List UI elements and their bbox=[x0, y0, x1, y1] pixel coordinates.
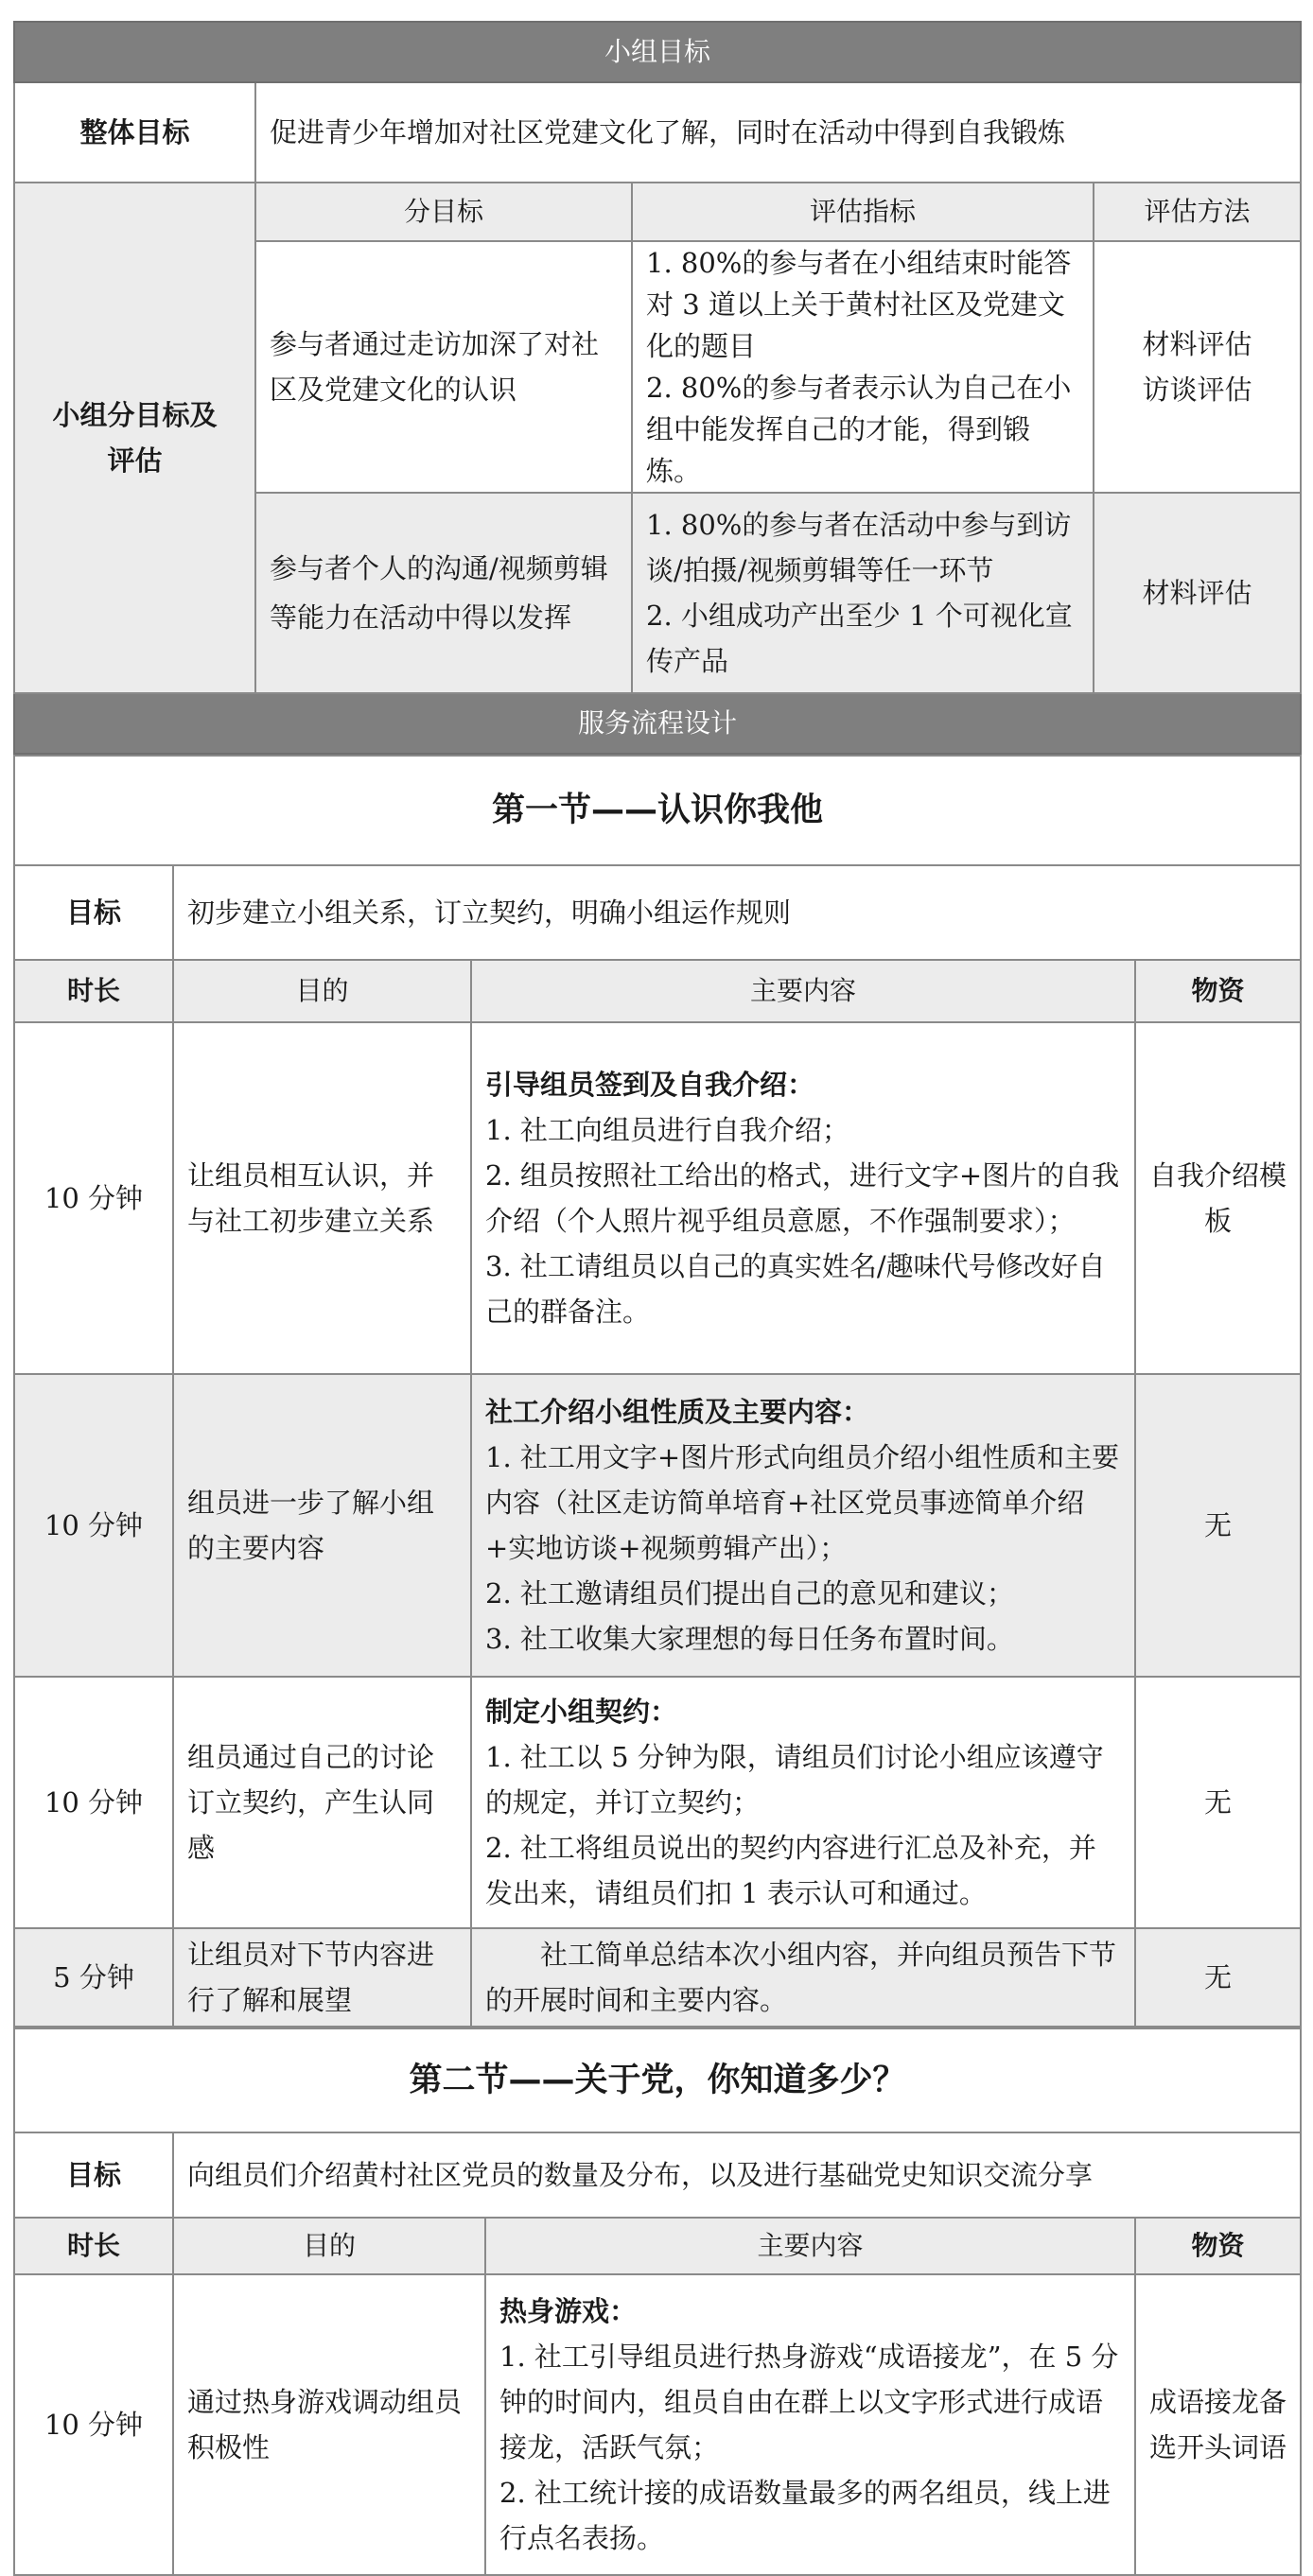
overall-goal-value: 促进青少年增加对社区党建文化了解，同时在活动中得到自我锻炼 bbox=[255, 82, 1301, 183]
section-1-title: 第一节——认识你我他 bbox=[14, 756, 1301, 865]
s2-row1-materials: 成语接龙备选开头词语 bbox=[1135, 2274, 1301, 2575]
indicators-1 bbox=[632, 241, 1094, 493]
method-2: 材料评估 bbox=[1094, 493, 1301, 693]
indicator-1-2: 2. 80%的参与者表示认为自己在小组中能发挥自己的才能，得到锻炼。 bbox=[646, 372, 1072, 487]
s2-col-purpose: 目的 bbox=[173, 2218, 485, 2274]
s1-row1-duration: 10 分钟 bbox=[14, 1022, 173, 1374]
s1-row1-purpose: 让组员相互认识，并与社工初步建立关系 bbox=[173, 1022, 471, 1374]
indicator-2-1: 1. 80%的参与者在活动中参与到访谈/拍摄/视频剪辑等任一环节 bbox=[646, 509, 1072, 586]
section-1-goal: 初步建立小组关系，订立契约，明确小组运作规则 bbox=[173, 865, 1301, 960]
s1-row2-heading: 社工介绍小组性质及主要内容： bbox=[485, 1396, 870, 1428]
s2-row1-line1: 1. 社工引导组员进行热身游戏“成语接龙”，在 5 分钟的时间内，组员自由在群上以文字形式进行成语接龙，活跃气氛； bbox=[499, 2341, 1119, 2463]
s1-row2-duration: 10 分钟 bbox=[14, 1374, 173, 1677]
s1-row4-materials: 无 bbox=[1135, 1928, 1301, 2027]
s1-row3-duration: 10 分钟 bbox=[14, 1677, 173, 1928]
s1-row1-line1: 1. 社工向组员进行自我介绍； bbox=[485, 1114, 849, 1146]
s1-col-content: 主要内容 bbox=[471, 960, 1135, 1022]
col-header-indicator: 评估指标 bbox=[632, 183, 1094, 241]
s1-row4-line1: 社工简单总结本次小组内容，并向组员预告下节的开展时间和主要内容。 bbox=[485, 1939, 1117, 2016]
goals-table bbox=[13, 21, 1302, 755]
s1-row1-content bbox=[471, 1022, 1135, 1374]
s1-row1-line3: 3. 社工请组员以自己的真实姓名/趣味代号修改好自己的群备注。 bbox=[485, 1250, 1106, 1328]
method-1: 材料评估访谈评估 bbox=[1094, 241, 1301, 493]
s2-row1-content bbox=[485, 2274, 1135, 2575]
s1-row2-content bbox=[471, 1374, 1135, 1677]
col-header-subgoal: 分目标 bbox=[255, 183, 632, 241]
s1-row1-materials: 自我介绍模板 bbox=[1135, 1022, 1301, 1374]
overall-goal-label: 整体目标 bbox=[14, 82, 255, 183]
section-2-title: 第二节——关于党，你知道多少？ bbox=[14, 2028, 1301, 2132]
s1-row3-materials: 无 bbox=[1135, 1677, 1301, 1928]
s2-row1-purpose: 通过热身游戏调动组员积极性 bbox=[173, 2274, 485, 2575]
sub-goal-label: 小组分目标及评估 bbox=[14, 183, 255, 693]
col-header-method: 评估方法 bbox=[1094, 183, 1301, 241]
s1-row2-purpose: 组员进一步了解小组的主要内容 bbox=[173, 1374, 471, 1677]
s1-row4-duration: 5 分钟 bbox=[14, 1928, 173, 2027]
s1-row3-content bbox=[471, 1677, 1135, 1928]
section-2-table bbox=[13, 2028, 1302, 2576]
s1-row2-line3: 3. 社工收集大家理想的每日任务布置时间。 bbox=[485, 1623, 1014, 1655]
section-2-goal-label: 目标 bbox=[14, 2132, 173, 2218]
s1-row2-materials: 无 bbox=[1135, 1374, 1301, 1677]
s2-row1-heading: 热身游戏： bbox=[499, 2295, 638, 2327]
s1-col-duration: 时长 bbox=[14, 960, 173, 1022]
indicators-2 bbox=[632, 493, 1094, 693]
s1-row4-content bbox=[471, 1928, 1135, 2027]
subgoal-1: 参与者通过走访加深了对社区及党建文化的认识 bbox=[255, 241, 632, 493]
s1-row1-line2: 2. 组员按照社工给出的格式，进行文字+图片的自我介绍（个人照片视乎组员意愿，不作强制要求）； bbox=[485, 1159, 1120, 1237]
indicator-1-1: 1. 80%的参与者在小组结束时能答对 3 道以上关于黄村社区及党建文化的题目 bbox=[646, 247, 1072, 362]
s2-row1-duration: 10 分钟 bbox=[14, 2274, 173, 2575]
s2-col-materials: 物资 bbox=[1135, 2218, 1301, 2274]
subgoal-2: 参与者个人的沟通/视频剪辑等能力在活动中得以发挥 bbox=[255, 493, 632, 693]
goals-header: 小组目标 bbox=[14, 22, 1301, 82]
s1-row1-heading: 引导组员签到及自我介绍： bbox=[485, 1069, 815, 1101]
s1-row3-purpose: 组员通过自己的讨论订立契约，产生认同感 bbox=[173, 1677, 471, 1928]
indicator-2-2: 2. 小组成功产出至少 1 个可视化宣传产品 bbox=[646, 600, 1073, 677]
section-1-table bbox=[13, 755, 1302, 2028]
s1-row2-line2: 2. 社工邀请组员们提出自己的意见和建议； bbox=[485, 1577, 1014, 1610]
flow-header: 服务流程设计 bbox=[14, 693, 1301, 754]
s1-row3-heading: 制定小组契约： bbox=[485, 1696, 678, 1728]
s1-row3-line1: 1. 社工以 5 分钟为限，请组员们讨论小组应该遵守的规定，并订立契约； bbox=[485, 1741, 1104, 1819]
s2-row1-line2: 2. 社工统计接的成语数量最多的两名组员，线上进行点名表扬。 bbox=[499, 2477, 1111, 2554]
s2-col-content: 主要内容 bbox=[485, 2218, 1135, 2274]
section-1-goal-label: 目标 bbox=[14, 865, 173, 960]
s1-row2-line1: 1. 社工用文字+图片形式向组员介绍小组性质和主要内容（社区走访简单培育+社区党员事迹简单介绍+实地访谈+视频剪辑产出）； bbox=[485, 1441, 1120, 1564]
s1-row3-line2: 2. 社工将组员说出的契约内容进行汇总及补充，并发出来，请组员们扣 1 表示认可和通过。 bbox=[485, 1832, 1096, 1909]
document bbox=[13, 21, 1300, 2576]
s1-row4-purpose: 让组员对下节内容进行了解和展望 bbox=[173, 1928, 471, 2027]
section-2-goal: 向组员们介绍黄村社区党员的数量及分布，以及进行基础党史知识交流分享 bbox=[173, 2132, 1301, 2218]
s2-col-duration: 时长 bbox=[14, 2218, 173, 2274]
s1-col-materials: 物资 bbox=[1135, 960, 1301, 1022]
s1-col-purpose: 目的 bbox=[173, 960, 471, 1022]
